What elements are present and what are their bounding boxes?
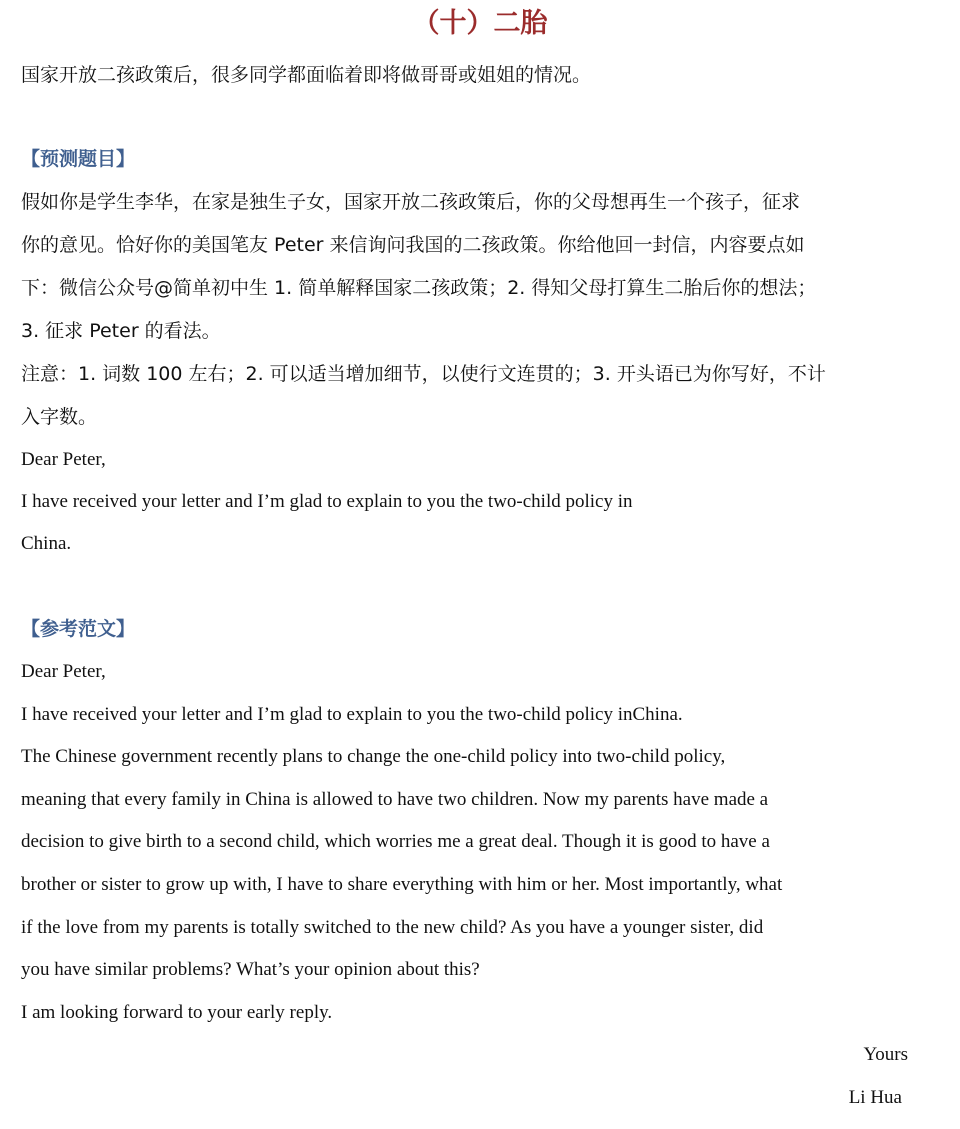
letter-opening-line: China. bbox=[21, 533, 72, 554]
page-title: （十）二胎 bbox=[412, 8, 548, 39]
sample-line: if the love from my parents is totally switched to the new child? As you have a younger sister, did bbox=[21, 917, 764, 938]
prediction-line: 3. 征求 Peter 的看法。 bbox=[21, 320, 221, 342]
sample-salutation: Dear Peter, bbox=[21, 661, 106, 682]
prediction-heading: 【预测题目】 bbox=[21, 148, 136, 170]
sample-line: I have received your letter and I’m glad to explain to you the two-child policy inChina. bbox=[21, 704, 683, 725]
prediction-note-line: 注意：1. 词数 100 左右；2. 可以适当增加细节，以使行文连贯的；3. 开头语已为你写好，不计 bbox=[21, 363, 826, 385]
intro-text: 国家开放二孩政策后，很多同学都面临着即将做哥哥或姐姐的情况。 bbox=[21, 64, 592, 86]
prediction-line: 你的意见。恰好你的美国笔友 Peter 来信询问我国的二孩政策。你给他回一封信，内容要点如 bbox=[21, 234, 805, 256]
sample-line: you have similar problems? What’s your opinion about this? bbox=[21, 959, 480, 980]
sample-line: brother or sister to grow up with, I have to share everything with him or her. Most importantly, what bbox=[21, 874, 783, 895]
letter-salutation: Dear Peter, bbox=[21, 449, 106, 470]
sample-line: I am looking forward to your early reply. bbox=[21, 1002, 333, 1023]
prediction-line: 假如你是学生李华，在家是独生子女，国家开放二孩政策后，你的父母想再生一个孩子，征求 bbox=[21, 191, 801, 213]
prediction-note-line: 入字数。 bbox=[21, 406, 98, 428]
sample-line: The Chinese government recently plans to change the one-child policy into two-child policy, bbox=[21, 746, 726, 767]
letter-closing: Yours bbox=[863, 1044, 908, 1065]
letter-signature: Li Hua bbox=[848, 1087, 902, 1108]
letter-opening-line: I have received your letter and I’m glad to explain to you the two-child policy in bbox=[21, 491, 633, 512]
sample-heading: 【参考范文】 bbox=[21, 618, 136, 640]
prediction-line: 下：微信公众号@简单初中生 1. 简单解释国家二孩政策；2. 得知父母打算生二胎后你的想法； bbox=[21, 277, 817, 299]
sample-line: meaning that every family in China is allowed to have two children. Now my parents have made a bbox=[21, 789, 769, 810]
sample-line: decision to give birth to a second child, which worries me a great deal. Though it is good to have a bbox=[21, 831, 770, 852]
